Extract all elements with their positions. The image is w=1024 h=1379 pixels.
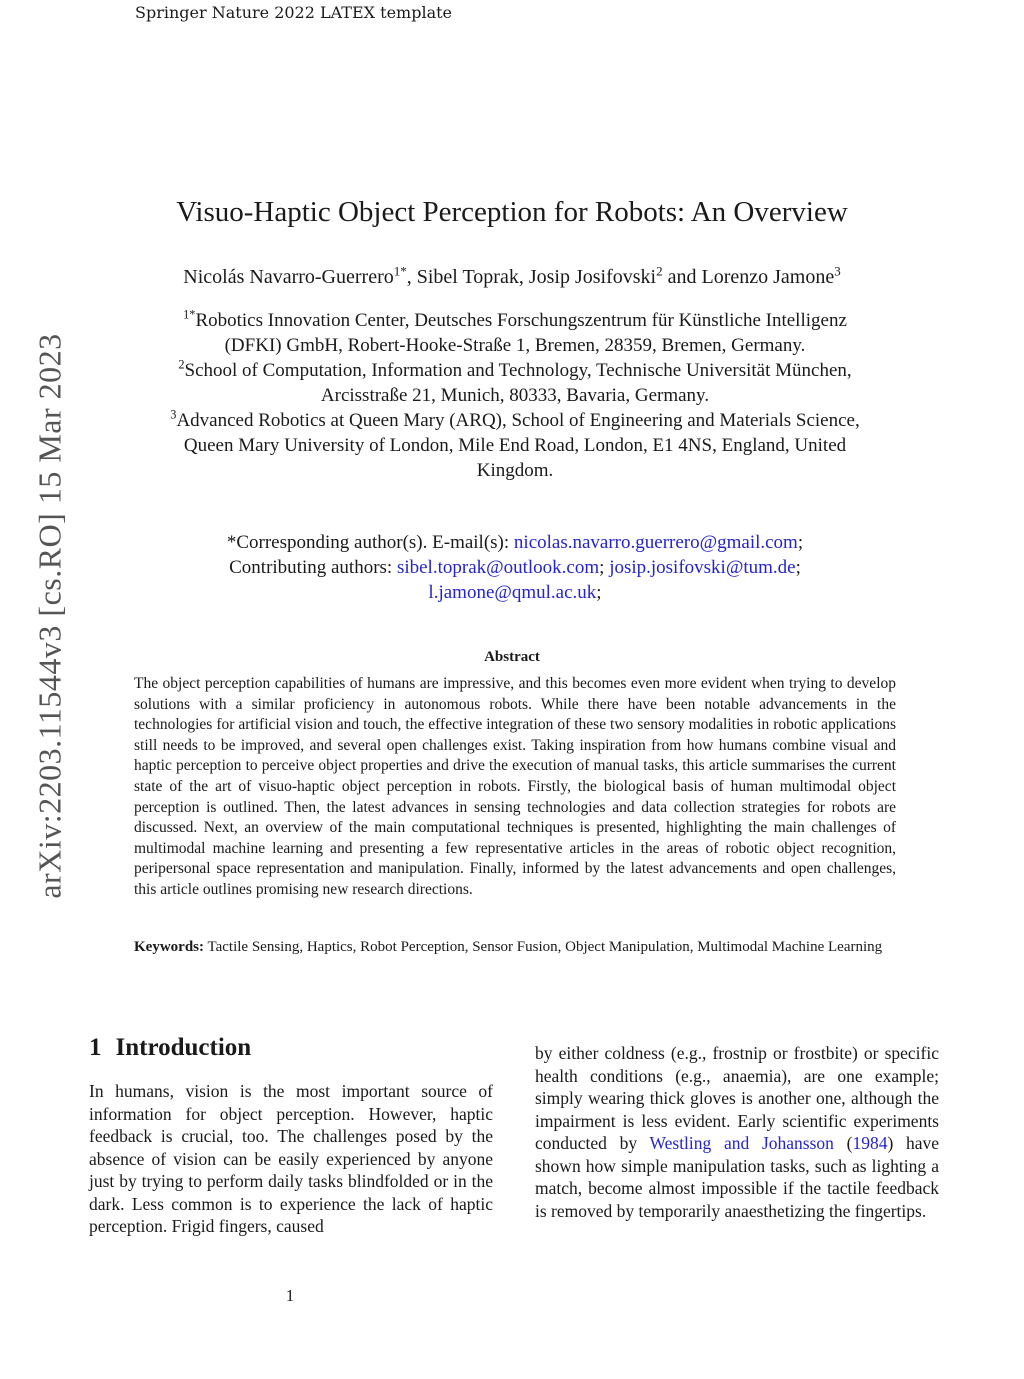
affiliation-3-line1: Advanced Robotics at Queen Mary (ARQ), School of Engineering and Materials Science, [176,410,860,431]
section-number: 1 [89,1034,102,1061]
affiliation-3-line3: Kingdom. [476,460,554,481]
citation-paren-close: ) [887,1133,894,1153]
separator: ; [797,532,804,553]
keywords-text: Tactile Sensing, Haptics, Robot Perception, Sensor Fusion, Object Manipulation, Multimodal Machine Learning [204,939,883,955]
page-number: 1 [285,1286,295,1305]
arxiv-id[interactable]: arXiv:2203.11544v3 [cs.RO] 15 Mar 2023 [31,333,68,899]
affiliation-3-sup: 3 [170,407,177,422]
abstract-heading: Abstract [484,649,540,665]
author-2-3: , Sibel Toprak, Josip Josifovski [406,266,657,288]
intro-right-column [535,1042,939,1222]
affiliation-2 [100,358,930,408]
email-link-josifovski[interactable]: josip.josifovski@tum.de [609,557,796,578]
affiliation-2-sup: 2 [178,357,185,372]
author-1: Nicolás Navarro-Guerrero [183,266,394,288]
citation-paren-open: ( [833,1133,853,1153]
citation-link-authors[interactable]: Westling and Johansson [649,1133,834,1153]
affiliation-2-line1: School of Computation, Information and Technology, Technische Universität München, [184,360,852,381]
section-title: Introduction [115,1034,252,1061]
intro-left-column: In humans, vision is the most important source of information for object perception. However, haptic feedback is crucial, too. The challenges posed by the absence of vision can be easily experienced by anyone just by trying to perform daily tasks blindfolded or in the dark. Less common is to experience the lack of haptic perception. Frigid fingers, caused [89,1081,493,1236]
running-header: Springer Nature 2022 LATEX template [135,3,452,22]
affiliation-1-line1: Robotics Innovation Center, Deutsches Forschungszentrum für Künstliche Intelligenz [195,310,847,331]
contact-block [100,530,930,605]
author-list [0,263,1024,289]
keywords [134,938,896,957]
corresponding-label: *Corresponding author(s). E-mail(s): [226,532,514,553]
paper-title: Visuo-Haptic Object Perception for Robots: An Overview [176,196,848,228]
author-3-sup: 2 [656,263,663,279]
separator: ; [599,557,605,578]
author-1-sup: 1* [393,263,407,279]
abstract-text: The object perception capabilities of humans are impressive, and this becomes even more evident when trying to develop solutions with a similar proficiency in autonomous robots. While there have been notable advancements in the technologies for artificial vision and touch, the effective integration of these two sensory modalities in robotic applications still needs to be improved, and several open challenges exist. Taking inspiration from how humans combine visual and haptic perception to perceive object properties and drive the execution of manual tasks, this article summarises the current state of the art of visuo-haptic object perception in robots. Firstly, the biological basis of human multimodal object perception is outlined. Then, the latest advances in sensing technologies and data collection strategies for robots are discussed. Next, an overview of the main computational techniques is presented, highlighting the main challenges of multimodal machine learning and presenting a few representative articles in the areas of robotic object recognition, peripersonal space representation and manipulation. Finally, informed by the latest advancements and open challenges, this article outlines promising new research directions. [134,675,896,898]
affiliation-3-line2: Queen Mary University of London, Mile End Road, London, E1 4NS, England, United [183,435,847,456]
section-heading [89,1034,251,1062]
author-4: and Lorenzo Jamone [662,266,835,288]
contributing-label: Contributing authors: [229,557,397,578]
citation-link-year[interactable]: 1984 [852,1133,888,1153]
author-4-sup: 3 [834,263,841,279]
affiliation-1 [100,308,930,358]
email-link-jamone[interactable]: l.jamone@qmul.ac.uk [428,582,597,603]
affiliation-1-sup: 1* [183,307,196,322]
email-link-toprak[interactable]: sibel.toprak@outlook.com [396,557,600,578]
separator: ; [795,557,801,578]
affiliation-2-line2: Arcisstraße 21, Munich, 80333, Bavaria, Germany. [320,385,710,406]
separator: ; [596,582,602,603]
corresponding-email-link[interactable]: nicolas.navarro.guerrero@gmail.com [513,532,798,553]
affiliation-3 [100,408,930,483]
keywords-label: Keywords: [134,939,204,955]
intro-right-text-1: by either coldness (e.g., frostnip or frostbite) or specific health conditions (e.g., anaemia), are one example; simply wearing thick gloves is another one, although the impairment is less evident. Early scientific experiments conducted by [535,1043,939,1153]
affiliation-1-line2: (DFKI) GmbH, Robert-Hooke-Straße 1, Bremen, 28359, Bremen, Germany. [224,335,806,356]
intro-right-text-2: have shown how simple manipulation tasks, such as lighting a match, become almost impossible if the tactile feedback is removed by temporarily anaesthetizing the fingertips. [535,1133,939,1221]
